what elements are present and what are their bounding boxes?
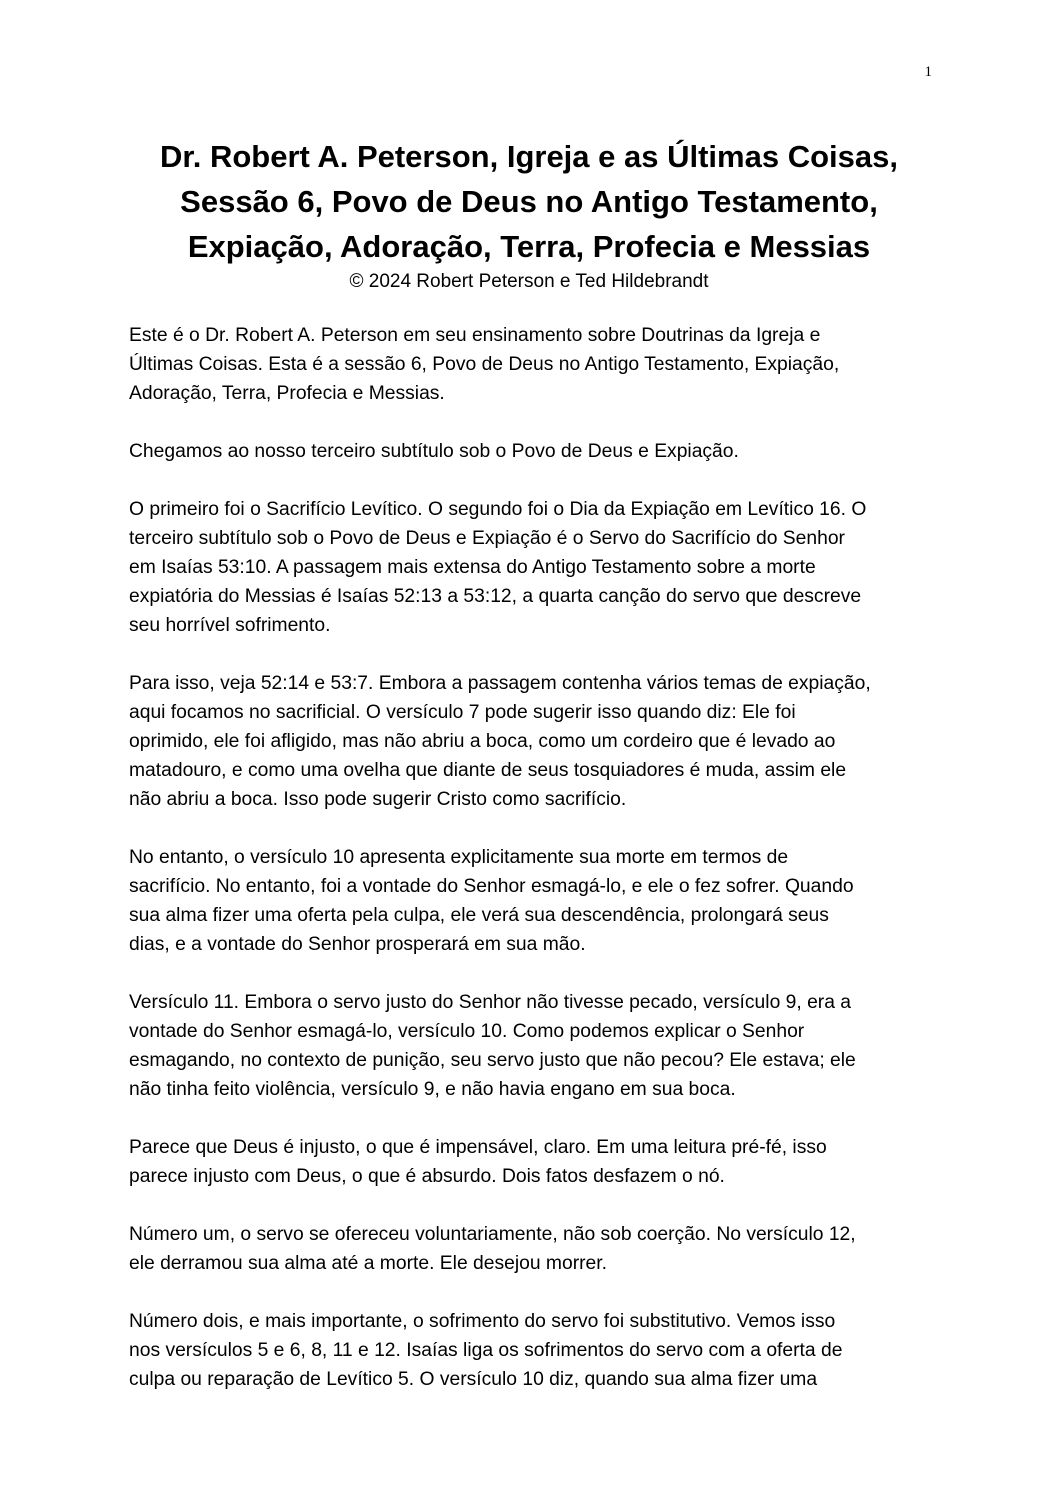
text-line: vontade do Senhor esmagá-lo, versículo 10. Como podemos explicar o Senhor xyxy=(129,1021,805,1042)
text-line: Para isso, veja 52:14 e 53:7. Embora a passagem contenha vários temas de expiação, xyxy=(129,673,871,694)
paragraph xyxy=(129,1307,929,1394)
title-line: Expiação, Adoração, Terra, Profecia e Messias xyxy=(187,229,871,264)
text-line: Este é o Dr. Robert A. Peterson em seu ensinamento sobre Doutrinas da Igreja e xyxy=(129,325,821,346)
text-line: Chegamos ao nosso terceiro subtítulo sob o Povo de Deus e Expiação. xyxy=(129,441,739,462)
text-line: No entanto, o versículo 10 apresenta explicitamente sua morte em termos de xyxy=(129,847,789,868)
paragraph xyxy=(129,1133,929,1191)
text-line: oprimido, ele foi afligido, mas não abriu a boca, como um cordeiro que é levado ao xyxy=(129,731,836,752)
text-line: O primeiro foi o Sacrifício Levítico. O segundo foi o Dia da Expiação em Levítico 16. O xyxy=(129,499,867,520)
text-line: matadouro, e como uma ovelha que diante de seus tosquiadores é muda, assim ele xyxy=(129,760,847,781)
paragraph xyxy=(129,843,929,959)
title-block xyxy=(96,134,962,295)
text-line: terceiro subtítulo sob o Povo de Deus e Expiação é o Servo do Sacrifício do Senhor xyxy=(129,528,845,549)
text-line: aqui focamos no sacrificial. O versículo 7 pode sugerir isso quando diz: Ele foi xyxy=(129,702,796,723)
text-line: culpa ou reparação de Levítico 5. O versículo 10 diz, quando sua alma fizer uma xyxy=(129,1369,818,1390)
text-line: Número um, o servo se ofereceu voluntariamente, não sob coerção. No versículo 12, xyxy=(129,1224,856,1245)
text-line: esmagando, no contexto de punição, seu servo justo que não pecou? Ele estava; ele xyxy=(129,1050,856,1071)
copyright-notice: © 2024 Robert Peterson e Ted Hildebrandt xyxy=(349,271,709,292)
text-line: expiatória do Messias é Isaías 52:13 a 53:12, a quarta canção do servo que descreve xyxy=(129,586,862,607)
paragraph xyxy=(129,495,929,640)
title-line: Dr. Robert A. Peterson, Igreja e as Últimas Coisas, xyxy=(160,139,898,174)
paragraph xyxy=(129,669,929,814)
body-text xyxy=(129,321,929,1423)
text-line: seu horrível sofrimento. xyxy=(129,615,331,636)
text-line: sua alma fizer uma oferta pela culpa, ele verá sua descendência, prolongará seus xyxy=(129,905,829,926)
paragraph xyxy=(129,988,929,1104)
text-line: Parece que Deus é injusto, o que é impensável, claro. Em uma leitura pré-fé, isso xyxy=(129,1137,827,1158)
text-line: não abriu a boca. Isso pode sugerir Cristo como sacrifício. xyxy=(129,789,627,810)
text-line: Últimas Coisas. Esta é a sessão 6, Povo de Deus no Antigo Testamento, Expiação, xyxy=(129,354,840,375)
text-line: parece injusto com Deus, o que é absurdo. Dois fatos desfazem o nó. xyxy=(129,1166,725,1187)
text-line: sacrifício. No entanto, foi a vontade do Senhor esmagá-lo, e ele o fez sofrer. Quando xyxy=(129,876,854,897)
text-line: não tinha feito violência, versículo 9, e não havia engano em sua boca. xyxy=(129,1079,736,1100)
text-line: nos versículos 5 e 6, 8, 11 e 12. Isaías liga os sofrimentos do servo com a oferta de xyxy=(129,1340,843,1361)
paragraph xyxy=(129,321,929,408)
text-line: Versículo 11. Embora o servo justo do Senhor não tivesse pecado, versículo 9, era a xyxy=(129,992,852,1013)
title-line: Sessão 6, Povo de Deus no Antigo Testamento, xyxy=(180,184,878,219)
paragraph xyxy=(129,437,929,466)
text-line: Adoração, Terra, Profecia e Messias. xyxy=(129,383,445,404)
text-line: Número dois, e mais importante, o sofrimento do servo foi substitutivo. Vemos isso xyxy=(129,1311,836,1332)
paragraph xyxy=(129,1220,929,1278)
page-number: 1 xyxy=(924,64,932,80)
text-line: em Isaías 53:10. A passagem mais extensa do Antigo Testamento sobre a morte xyxy=(129,557,816,578)
text-line: dias, e a vontade do Senhor prosperará em sua mão. xyxy=(129,934,586,955)
text-line: ele derramou sua alma até a morte. Ele desejou morrer. xyxy=(129,1253,607,1274)
